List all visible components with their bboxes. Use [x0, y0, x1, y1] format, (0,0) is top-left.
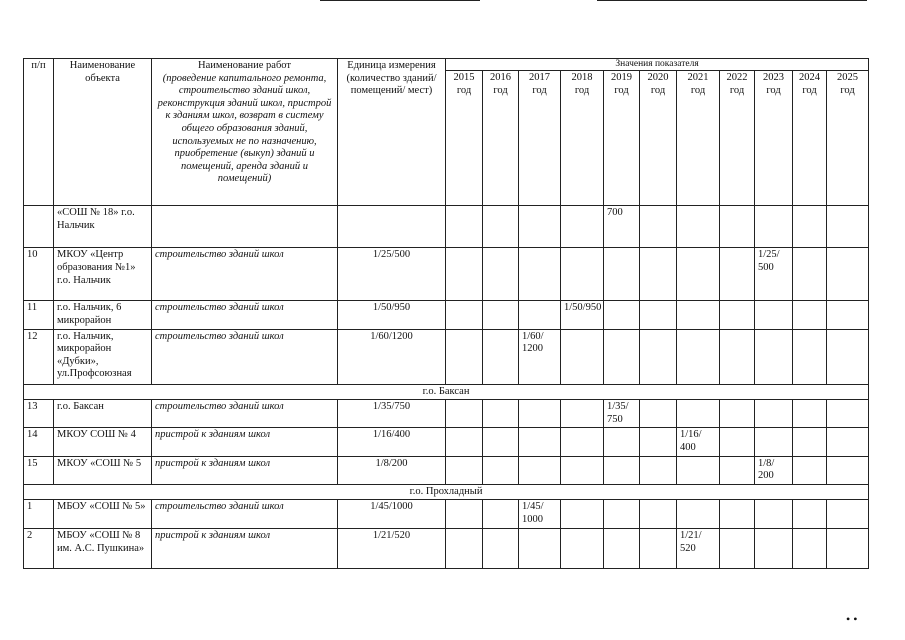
table-row: [24, 329, 869, 384]
year-value: [519, 301, 561, 329]
year-value: [793, 428, 827, 456]
unit-value: 1/45/1000: [338, 500, 446, 529]
year-value: [755, 206, 793, 248]
year-value: [561, 456, 604, 484]
row-number: 10: [24, 248, 54, 301]
year-value: [677, 400, 720, 428]
year-value: [720, 248, 755, 301]
year-value: [446, 329, 483, 384]
year-value: [483, 206, 519, 248]
header-year: 2018 год: [561, 71, 604, 206]
table-row: [24, 301, 869, 329]
year-value: [720, 301, 755, 329]
table-row: [24, 400, 869, 428]
year-value: 1/21/ 520: [677, 529, 720, 569]
table-row: [24, 248, 869, 301]
year-value: [604, 500, 640, 529]
unit-value: 1/8/200: [338, 456, 446, 484]
top-rule-right: [597, 0, 867, 1]
year-value: [720, 456, 755, 484]
header-year: 2017 год: [519, 71, 561, 206]
year-value: [755, 400, 793, 428]
year-value: 700: [604, 206, 640, 248]
year-value: [827, 329, 869, 384]
year-value: [793, 248, 827, 301]
object-name: МБОУ «СОШ № 5»: [54, 500, 152, 529]
year-value: [720, 428, 755, 456]
header-works-desc: (проведение капитального ремонта, строительство зданий школ, реконструкция зданий школ, пристрой к зданиям школ, возврат в систему общего образования зданий, используемых не по назначению, приобретение (выкуп) зданий и помещений, аренда зданий и помещений): [157, 72, 332, 185]
year-value: [483, 456, 519, 484]
header-year: 2025 год: [827, 71, 869, 206]
year-value: [793, 301, 827, 329]
year-value: [640, 248, 677, 301]
year-value: [483, 500, 519, 529]
year-value: [827, 248, 869, 301]
year-value: [483, 529, 519, 569]
indicator-table: [23, 58, 869, 569]
object-name: МКОУ «СОШ № 5: [54, 456, 152, 484]
unit-value: 1/60/1200: [338, 329, 446, 384]
year-value: [640, 301, 677, 329]
work-type: строительство зданий школ: [152, 500, 338, 529]
year-value: [720, 329, 755, 384]
year-value: [793, 500, 827, 529]
object-name: г.о. Нальчик, микрорайон «Дубки», ул.Профсоюзная: [54, 329, 152, 384]
year-value: [483, 301, 519, 329]
year-value: [604, 248, 640, 301]
object-name: г.о. Баксан: [54, 400, 152, 428]
year-value: [827, 400, 869, 428]
row-number: 12: [24, 329, 54, 384]
header-object: Наименование объекта: [54, 59, 152, 206]
header-works: [152, 59, 338, 206]
row-number: 1: [24, 500, 54, 529]
work-type: пристрой к зданиям школ: [152, 529, 338, 569]
object-name: МБОУ «СОШ № 8 им. А.С. Пушкина»: [54, 529, 152, 569]
header-values: Значения показателя: [446, 59, 869, 71]
year-value: [483, 400, 519, 428]
work-type: пристрой к зданиям школ: [152, 428, 338, 456]
header-year: 2022 год: [720, 71, 755, 206]
header-year: 2023 год: [755, 71, 793, 206]
year-value: [604, 428, 640, 456]
year-value: 1/8/ 200: [755, 456, 793, 484]
header-row: [24, 59, 869, 71]
top-rule: [320, 0, 480, 1]
work-type: пристрой к зданиям школ: [152, 456, 338, 484]
year-value: [755, 428, 793, 456]
header-works-title: Наименование работ: [198, 60, 291, 71]
unit-value: 1/50/950: [338, 301, 446, 329]
row-number: 11: [24, 301, 54, 329]
work-type: строительство зданий школ: [152, 400, 338, 428]
year-value: [793, 456, 827, 484]
year-value: [677, 329, 720, 384]
table-row: [24, 529, 869, 569]
year-value: [446, 529, 483, 569]
section-row: [24, 484, 869, 500]
year-value: [640, 329, 677, 384]
table-row: [24, 500, 869, 529]
table-row: [24, 206, 869, 248]
section-title: г.о. Баксан: [24, 384, 869, 400]
year-value: 1/16/ 400: [677, 428, 720, 456]
year-value: [561, 500, 604, 529]
object-name: г.о. Нальчик, 6 микрорайон: [54, 301, 152, 329]
header-num: п/п: [24, 59, 54, 206]
year-value: [827, 529, 869, 569]
year-value: [519, 456, 561, 484]
year-value: [755, 500, 793, 529]
year-value: [561, 248, 604, 301]
work-type: [152, 206, 338, 248]
object-name: «СОШ № 18» г.о. Нальчик: [54, 206, 152, 248]
year-value: [446, 248, 483, 301]
year-value: [640, 500, 677, 529]
year-value: [640, 400, 677, 428]
year-value: [604, 529, 640, 569]
year-value: [446, 400, 483, 428]
year-value: [677, 456, 720, 484]
table-row: [24, 456, 869, 484]
header-year: 2016 год: [483, 71, 519, 206]
year-value: [483, 329, 519, 384]
year-value: [720, 500, 755, 529]
year-value: [640, 206, 677, 248]
header-unit: Единица измерения (количество зданий/ помещений/ мест): [338, 59, 446, 206]
work-type: строительство зданий школ: [152, 301, 338, 329]
header-year: 2015 год: [446, 71, 483, 206]
year-value: [519, 400, 561, 428]
year-value: [827, 428, 869, 456]
year-value: 1/50/950: [561, 301, 604, 329]
year-value: [755, 529, 793, 569]
work-type: строительство зданий школ: [152, 329, 338, 384]
unit-value: 1/16/400: [338, 428, 446, 456]
year-value: [827, 206, 869, 248]
year-value: [827, 301, 869, 329]
header-year: 2024 год: [793, 71, 827, 206]
year-value: [604, 456, 640, 484]
year-value: [755, 301, 793, 329]
year-value: [640, 456, 677, 484]
year-value: [827, 500, 869, 529]
year-value: [640, 529, 677, 569]
unit-value: 1/21/520: [338, 529, 446, 569]
year-value: [720, 400, 755, 428]
year-value: [677, 206, 720, 248]
year-value: [446, 456, 483, 484]
object-name: МКОУ СОШ № 4: [54, 428, 152, 456]
year-value: [519, 248, 561, 301]
section-row: [24, 384, 869, 400]
row-number: [24, 206, 54, 248]
year-value: 1/35/ 750: [604, 400, 640, 428]
object-name: МКОУ «Центр образования №1» г.о. Нальчик: [54, 248, 152, 301]
year-value: [677, 248, 720, 301]
year-value: [519, 529, 561, 569]
year-value: [519, 206, 561, 248]
section-title: г.о. Прохладный: [24, 484, 869, 500]
row-number: 2: [24, 529, 54, 569]
year-value: [561, 206, 604, 248]
year-value: [604, 301, 640, 329]
year-value: [446, 206, 483, 248]
year-value: [446, 301, 483, 329]
year-value: 1/45/ 1000: [519, 500, 561, 529]
row-number: 15: [24, 456, 54, 484]
year-value: [483, 248, 519, 301]
year-value: [561, 428, 604, 456]
year-value: [446, 428, 483, 456]
work-type: строительство зданий школ: [152, 248, 338, 301]
year-value: 1/25/ 500: [755, 248, 793, 301]
row-number: 13: [24, 400, 54, 428]
year-value: [561, 329, 604, 384]
header-year: 2020 год: [640, 71, 677, 206]
year-value: [604, 329, 640, 384]
header-year: 2021 год: [677, 71, 720, 206]
year-value: [793, 329, 827, 384]
year-value: [561, 529, 604, 569]
unit-value: [338, 206, 446, 248]
year-value: [640, 428, 677, 456]
year-value: [720, 206, 755, 248]
year-value: [446, 500, 483, 529]
year-value: [677, 500, 720, 529]
year-value: [561, 400, 604, 428]
year-value: [755, 329, 793, 384]
year-value: [827, 456, 869, 484]
footer-marks: • •: [846, 612, 858, 626]
year-value: [483, 428, 519, 456]
year-value: [677, 301, 720, 329]
year-value: [793, 400, 827, 428]
year-value: [793, 529, 827, 569]
unit-value: 1/25/500: [338, 248, 446, 301]
row-number: 14: [24, 428, 54, 456]
year-value: 1/60/ 1200: [519, 329, 561, 384]
header-year: 2019 год: [604, 71, 640, 206]
year-value: [793, 206, 827, 248]
year-value: [720, 529, 755, 569]
unit-value: 1/35/750: [338, 400, 446, 428]
year-value: [519, 428, 561, 456]
table-row: [24, 428, 869, 456]
